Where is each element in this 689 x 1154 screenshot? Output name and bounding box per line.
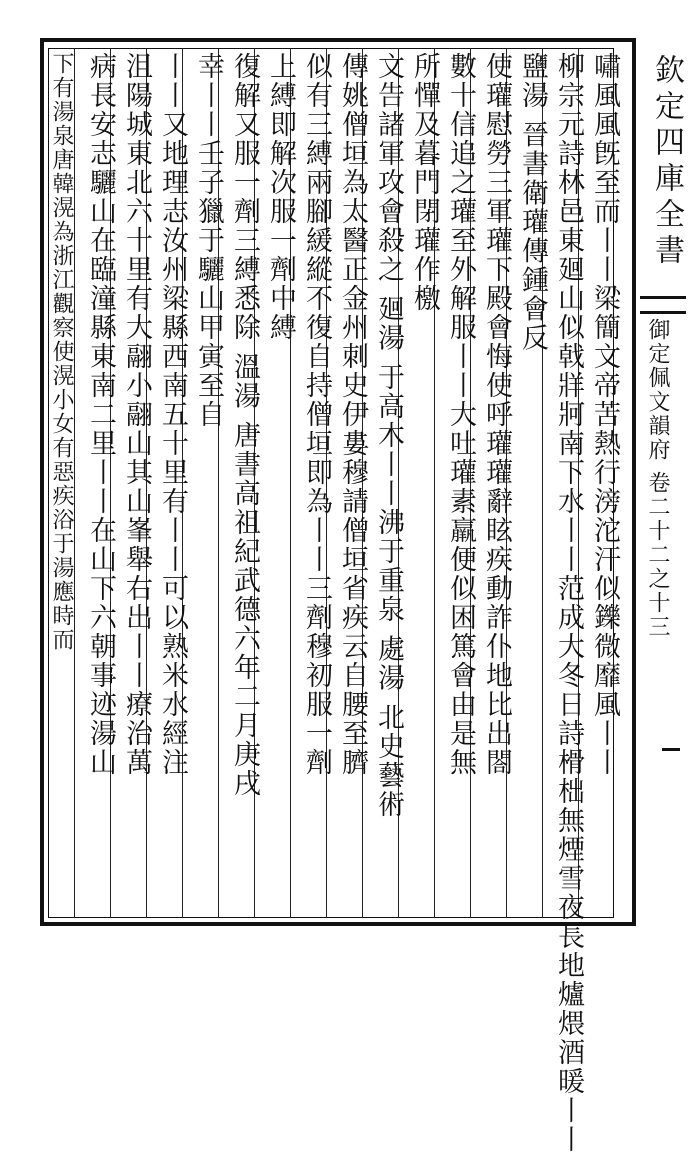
column-rule (74, 48, 75, 918)
text-column: 鹽湯 晉書衛瓘傳鍾會反 (517, 52, 548, 353)
text-column: 幸丨丨壬子獵于驪山甲寅至自 (193, 52, 224, 429)
text-column: 數十信追之瓘至外解服丨丨大吐瓘素羸便似困篤會由是無 (445, 52, 476, 777)
text-column: 病長安志驪山在臨潼縣東南二里丨丨在山下六朝事迹湯山 (85, 52, 116, 777)
volume-label: 御定佩文韻府 卷二十二之十三 (645, 318, 670, 639)
text-column: 上縛即解次服一劑中縛 (265, 52, 296, 342)
text-column: 使瓘慰勞三軍瓘下殿會悔使呼瓘瓘辭眩疾動詐仆地比出閤 (481, 52, 512, 777)
text-column: 似有三縛兩腳緩縱不復自持僧垣即為丨丨三劑穆初服一劑 (301, 52, 332, 777)
book-title: 欽定四庫全書 (649, 54, 684, 270)
text-column: 文告諸軍攻會殺之 廻湯 于高木丨丨沸于重泉 處湯 北史藝術 (373, 52, 404, 820)
text-column: 下有湯泉唐韓滉為浙江觀察使滉小女有惡疾浴于湯應時而 (49, 52, 74, 652)
text-column: 柳宗元詩林邑東廻山似戟牂牁南下水丨丨范成大冬日詩榾柮無煙雪夜長地爐煨酒暖丨丨 (553, 52, 584, 1154)
text-column: 丨丨又地理志汝州梁縣西南五十里有丨丨可以熟米水經注 (157, 52, 188, 777)
text-column: 沮陽城東北六十里有大翮小翮山其山峯舉右出丨丨療治萬 (121, 52, 152, 777)
text-column: 所憚及暮門閉瓘作檄 (409, 52, 440, 313)
text-column: 傳姚僧垣為太醫正金州刺史伊婁穆請僧垣省疾云自腰至臍 (337, 52, 368, 777)
fishtail-mark (640, 296, 686, 314)
page-mark (662, 748, 680, 761)
text-column: 嘯風風旣至而丨丨梁簡文帝苦熱行滂沱汗似鑠微靡風丨丨 (589, 52, 620, 777)
text-column: 復解又服一劑三縛悉除 溫湯 唐書高祖紀武德六年二月庚戌 (229, 52, 260, 799)
